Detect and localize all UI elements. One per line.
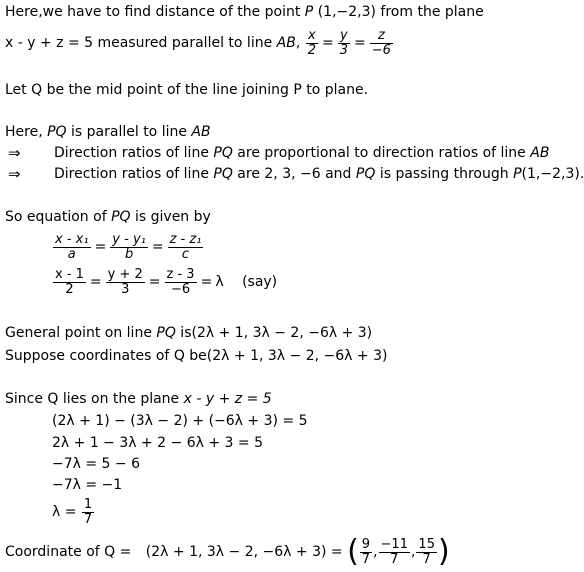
text: is — [175, 325, 192, 341]
comma: , — [295, 35, 301, 51]
step-result: −7λ = −1 — [52, 477, 123, 493]
text: Here, — [5, 124, 48, 140]
text: is given by — [130, 209, 211, 225]
text: . — [579, 166, 584, 182]
fraction-num: z — [377, 27, 385, 43]
pq-label: PQ — [156, 325, 176, 341]
step-lambda — [52, 497, 95, 527]
fraction-num: z - z₁ — [169, 231, 202, 247]
ab-label: AB — [191, 124, 211, 140]
fraction-den: 3 — [339, 42, 349, 58]
fraction-den: 2 — [307, 42, 317, 58]
plane-eq: x - y + z = 5 — [183, 391, 272, 407]
fraction — [82, 498, 94, 527]
general-point-expr: (2λ + 1, 3λ − 2, −6λ + 3) — [191, 325, 373, 341]
plane-text: x - y + z = 5 measured parallel to line — [5, 35, 277, 51]
p-label: P — [513, 166, 522, 182]
direction-ratios-line — [54, 145, 549, 161]
fraction-z — [370, 29, 393, 58]
implies-arrow-icon: ⇒ — [8, 144, 21, 162]
fraction-den: 7 — [416, 552, 437, 567]
fraction — [53, 233, 91, 262]
step-simplify: −7λ = 5 − 6 — [52, 456, 140, 472]
fraction — [106, 268, 145, 297]
fraction-num: y + 2 — [107, 266, 143, 282]
implies-arrow-icon: ⇒ — [8, 165, 21, 183]
fraction-x — [306, 29, 318, 58]
pq-label: PQ — [111, 209, 131, 225]
fraction — [379, 538, 410, 567]
q-coordinates-line — [5, 348, 387, 364]
fraction-num: z - 3 — [166, 266, 195, 282]
midpoint-line: Let Q be the mid point of the line joining P to plane. — [5, 82, 369, 98]
say-label: (say) — [242, 274, 278, 290]
fraction-den: −6 — [165, 282, 197, 297]
step-substitute: (2λ + 1) − (3λ − 2) + (−6λ + 3) = 5 — [52, 413, 308, 429]
fraction-den: 2 — [53, 282, 86, 297]
plane-condition-line — [5, 391, 272, 407]
text: So equation of — [5, 209, 112, 225]
text: Suppose coordinates of Q be — [5, 348, 207, 364]
fraction-num: 15 — [418, 536, 435, 552]
ab-label: AB — [530, 145, 550, 161]
fraction — [416, 538, 437, 567]
pq-label: PQ — [213, 145, 233, 161]
text: are proportional to direction ratios of line — [232, 145, 531, 161]
fraction-num: y - y₁ — [112, 231, 146, 247]
lambda-lhs: λ = — [52, 504, 81, 520]
step-expand: 2λ + 1 − 3λ + 2 − 6λ + 3 = 5 — [52, 435, 263, 451]
parallel-line — [5, 124, 211, 140]
point-coords: (1,−2,3) — [317, 4, 376, 20]
pq-label: PQ — [213, 166, 233, 182]
text: Direction ratios of line — [54, 166, 214, 182]
fraction-den: a — [53, 247, 91, 262]
text: is passing through — [375, 166, 514, 182]
fraction-num: −11 — [380, 536, 408, 552]
fraction-num: x - 1 — [55, 266, 84, 282]
text: are 2, 3, −6 and — [232, 166, 356, 182]
text: General point on line — [5, 325, 157, 341]
fraction-num: y — [340, 27, 348, 43]
fraction-den: c — [168, 247, 204, 262]
lambda: λ — [215, 274, 224, 290]
final-expr: (2λ + 1, 3λ − 2, −6λ + 3) = — [145, 544, 343, 560]
intro-text-end: from the plane — [375, 4, 484, 20]
fraction-den: 3 — [106, 282, 145, 297]
fraction-num: x — [308, 27, 316, 43]
fraction — [360, 538, 372, 567]
plane-line: x - y + z = 5 measured parallel to line AB, $\frac{x}{2}$ = $\frac{y}{3}$ = $\frac{z}{-6}$ — [5, 27, 391, 58]
pq-label: PQ — [47, 124, 67, 140]
general-line-equation: $\frac{\text{x - x₁}}{a}$ = $\frac{\text{y - y₁}}{b}$ = $\frac{\text{z - z₁}}{c}$ — [55, 231, 202, 262]
fraction-den: 7 — [379, 552, 410, 567]
fraction-den: −6 — [371, 42, 391, 58]
direction-ratios-values-line — [54, 166, 584, 182]
fraction — [165, 268, 197, 297]
fraction-num: 1 — [83, 496, 93, 512]
q-coords-expr: (2λ + 1, 3λ − 2, −6λ + 3) — [206, 348, 388, 364]
text: Since Q lies on the plane — [5, 391, 184, 407]
final-coordinates-line: Coordinate of Q = (2λ + 1, 3λ − 2, −6λ + 3) = ( $\frac{9}{7}$ , $\frac{-11}{7}$ , $\frac{15}{7}$ ) — [5, 534, 450, 569]
line-ab-label: AB — [276, 35, 296, 51]
text: Direction ratios of line — [54, 145, 214, 161]
equation-intro-line — [5, 209, 211, 225]
fraction-y — [338, 29, 350, 58]
pq-label: PQ — [355, 166, 376, 182]
pq-line-equation: $\frac{x - 1}{2}$ = $\frac{y + 2}{3}$ = $\frac{z - 3}{-6}$ = λ (say) — [55, 266, 278, 297]
general-point-line — [5, 325, 372, 341]
fraction — [168, 233, 204, 262]
intro-line — [5, 4, 484, 20]
point-label: P — [304, 4, 314, 20]
text: is parallel to line — [66, 124, 192, 140]
fraction — [110, 233, 148, 262]
fraction-den: 7 — [83, 511, 93, 527]
coords: (1,−2,3) — [521, 166, 580, 182]
final-label: Coordinate of Q = — [5, 544, 132, 560]
fraction-den: 7 — [361, 551, 371, 567]
intro-text: Here,we have to find distance of the point — [5, 4, 305, 20]
fraction-num: x - x₁ — [55, 231, 89, 247]
fraction-den: b — [110, 247, 148, 262]
fraction-num: 9 — [361, 536, 371, 552]
fraction — [53, 268, 86, 297]
